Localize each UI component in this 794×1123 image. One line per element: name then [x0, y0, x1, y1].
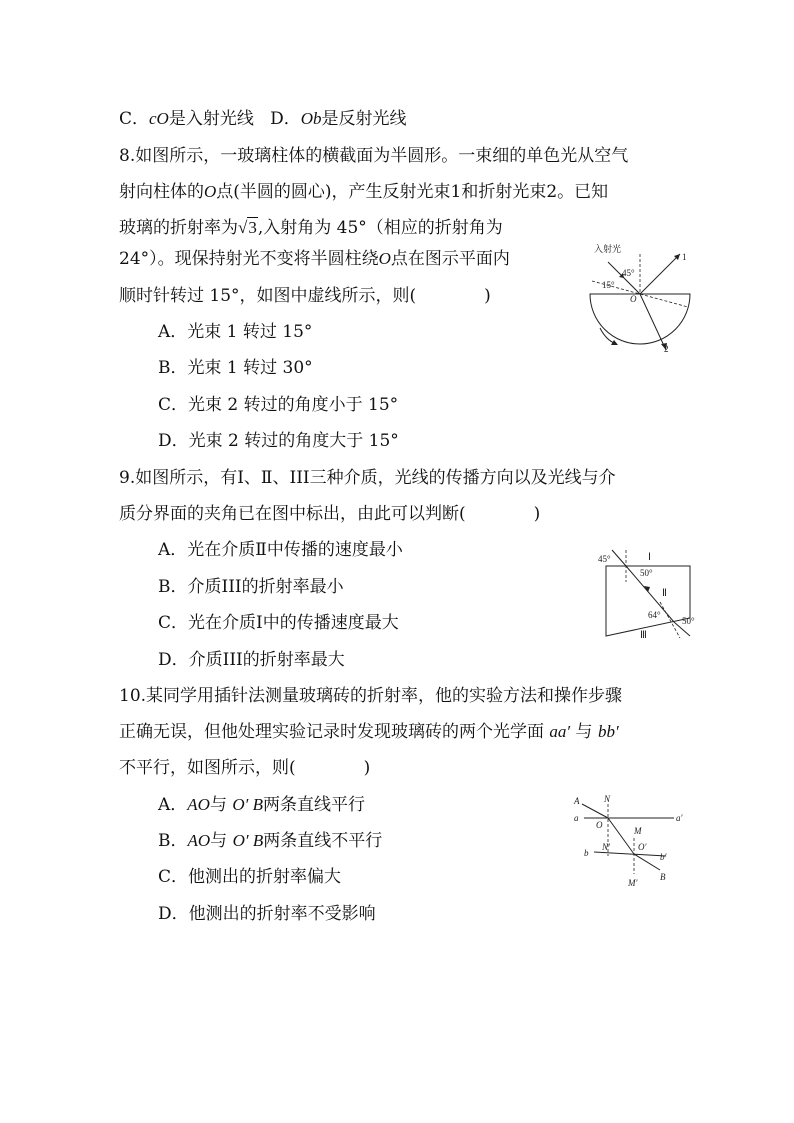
q10-a-v1: AO: [187, 795, 210, 814]
q7-option-d-text: 是反射光线: [321, 109, 407, 129]
q8-label-15: 15°: [602, 280, 615, 290]
q9-normal-bottom: [660, 602, 680, 638]
q10-a-pre: A．: [158, 795, 188, 815]
q10-label-O: O: [596, 820, 603, 830]
q9-label-50-top: 50°: [640, 568, 653, 578]
q7-options-line: [119, 108, 406, 130]
q10-label-B: B: [660, 872, 666, 882]
q10-b-mid: 与: [210, 831, 233, 851]
q8-sqrt-sign: √: [238, 218, 248, 237]
q10-ray-oo: [608, 818, 634, 854]
q10-a-mid: 与: [209, 795, 233, 815]
q10-ray-ao: [582, 804, 608, 818]
q10-option-c: C．他测出的折射率偏大: [158, 867, 342, 887]
q10-l2-m: 与: [570, 722, 598, 742]
q8-label-1: 1: [682, 252, 687, 262]
q10-b-pre: B．: [158, 831, 188, 851]
q10-label-N-prime: N′: [602, 842, 610, 852]
q9-ray-in: [612, 550, 626, 566]
q10-line-1: 10.某同学用插针法测量玻璃砖的折射率，他的实验方法和操作步骤: [119, 686, 623, 706]
q9-label-45: 45°: [598, 554, 611, 564]
q10-line-2: [119, 721, 619, 743]
q10-l2-v2: bb′: [597, 722, 619, 741]
q10-label-b-prime: b′: [660, 852, 667, 862]
q8-line-2: [119, 181, 608, 203]
q10-label-O-prime: O′: [638, 842, 647, 852]
q7-option-c-prefix: C．: [119, 109, 150, 129]
q9-label-medium-3: Ⅲ: [640, 630, 647, 641]
q8-option-c: C．光束 2 转过的角度小于 15°: [158, 395, 399, 415]
q8-figure: [586, 246, 698, 358]
q8-l4-b: 点在图示平面内: [390, 249, 510, 269]
q8-l3-b: ,入射角为 45°（相应的折射角为: [257, 218, 503, 238]
q10-b-post: 两条直线不平行: [263, 831, 383, 851]
q8-l2-a: 射向柱体的: [119, 182, 204, 202]
q8-l4-a: 24°）。现保持射光不变将半圆柱绕: [119, 249, 379, 269]
q10-option-b: [158, 830, 382, 852]
q9-label-50-bottom: 50°: [682, 616, 695, 626]
q8-l3-a: 玻璃的折射率为: [119, 218, 238, 238]
q7-option-c-text: 是入射光线: [168, 109, 254, 129]
q9-label-64: 64°: [648, 610, 661, 620]
q8-label-2: 2: [664, 344, 669, 354]
q9-line-2: 质分界面的夹角已在图中标出，由此可以判断( ): [119, 504, 541, 524]
q10-label-a: a: [574, 813, 579, 823]
q10-a-post: 两条直线平行: [263, 795, 365, 815]
q8-label-45: 45°: [622, 268, 635, 278]
q8-label-o: O: [630, 294, 637, 304]
q10-b-v2: O′ B: [232, 831, 264, 850]
q10-label-A: A: [574, 796, 580, 806]
q8-l2-var: O: [204, 182, 217, 201]
q10-a-v2: O′ B: [232, 795, 263, 814]
q10-label-a-prime: a′: [676, 813, 683, 823]
q8-label-incident: 入射光: [594, 244, 622, 254]
q9-option-d: D．介质III的折射率最大: [158, 650, 345, 670]
q8-option-d: D．光束 2 转过的角度大于 15°: [158, 431, 399, 451]
q10-label-b: b: [584, 848, 589, 858]
q8-option-b: B．光束 1 转过 30°: [158, 358, 313, 378]
q9-figure: [598, 542, 706, 642]
q7-option-d-prefix: D．: [270, 109, 301, 129]
q8-line-1: 8.如图所示，一玻璃柱体的横截面为半圆形。一束细的单色光从空气: [119, 146, 629, 166]
q8-beam-1: [640, 254, 680, 294]
q8-option-a: A．光束 1 转过 15°: [158, 322, 313, 342]
q10-label-N: N: [604, 794, 611, 804]
q8-sqrt: [238, 217, 258, 237]
q8-line-5: 顺时针转过 15°，如图中虚线所示，则( ): [119, 286, 491, 306]
q9-option-b: B．介质III的折射率最小: [158, 577, 344, 597]
q10-label-M-prime: M′: [628, 878, 638, 888]
q9-option-c: C．光在介质Ⅰ中的传播速度最大: [158, 613, 399, 633]
q10-l2-a: 正确无误，但他处理实验记录时发现玻璃砖的两个光学面: [119, 722, 550, 742]
q10-option-d: D．他测出的折射率不受影响: [158, 904, 376, 924]
q8-beam-2: [640, 294, 666, 350]
q9-option-a: A．光在介质Ⅱ中传播的速度最小: [158, 540, 403, 560]
q9-label-medium-2: Ⅱ: [662, 588, 667, 599]
q10-b-v1: AO: [187, 831, 211, 850]
q8-l2-b: 点(半圆的圆心)，产生反射光束1和折射光束2。已知: [216, 182, 609, 202]
q9-label-medium-1: Ⅰ: [648, 552, 651, 563]
q10-label-M: M: [634, 826, 642, 836]
q10-l2-v1: aa′: [549, 722, 571, 741]
q8-line-4: [119, 248, 510, 270]
q8-line-3: [119, 217, 503, 239]
q8-l4-var: O: [378, 249, 391, 268]
q10-line-3: 不平行，如图所示，则( ): [119, 758, 371, 778]
q10-option-a: [158, 794, 365, 816]
q7-option-d-var: Ob: [300, 109, 322, 128]
q10-figure: [574, 794, 694, 888]
q10-ray-ob: [634, 854, 660, 870]
q10-surface-bb: [594, 852, 666, 856]
q9-line-1: 9.如图所示，有Ⅰ、Ⅱ、III三种介质，光线的传播方向以及光线与介: [119, 468, 616, 488]
q8-sqrt-radicand: 3: [248, 218, 257, 237]
q7-option-c-var: cO: [149, 109, 169, 128]
